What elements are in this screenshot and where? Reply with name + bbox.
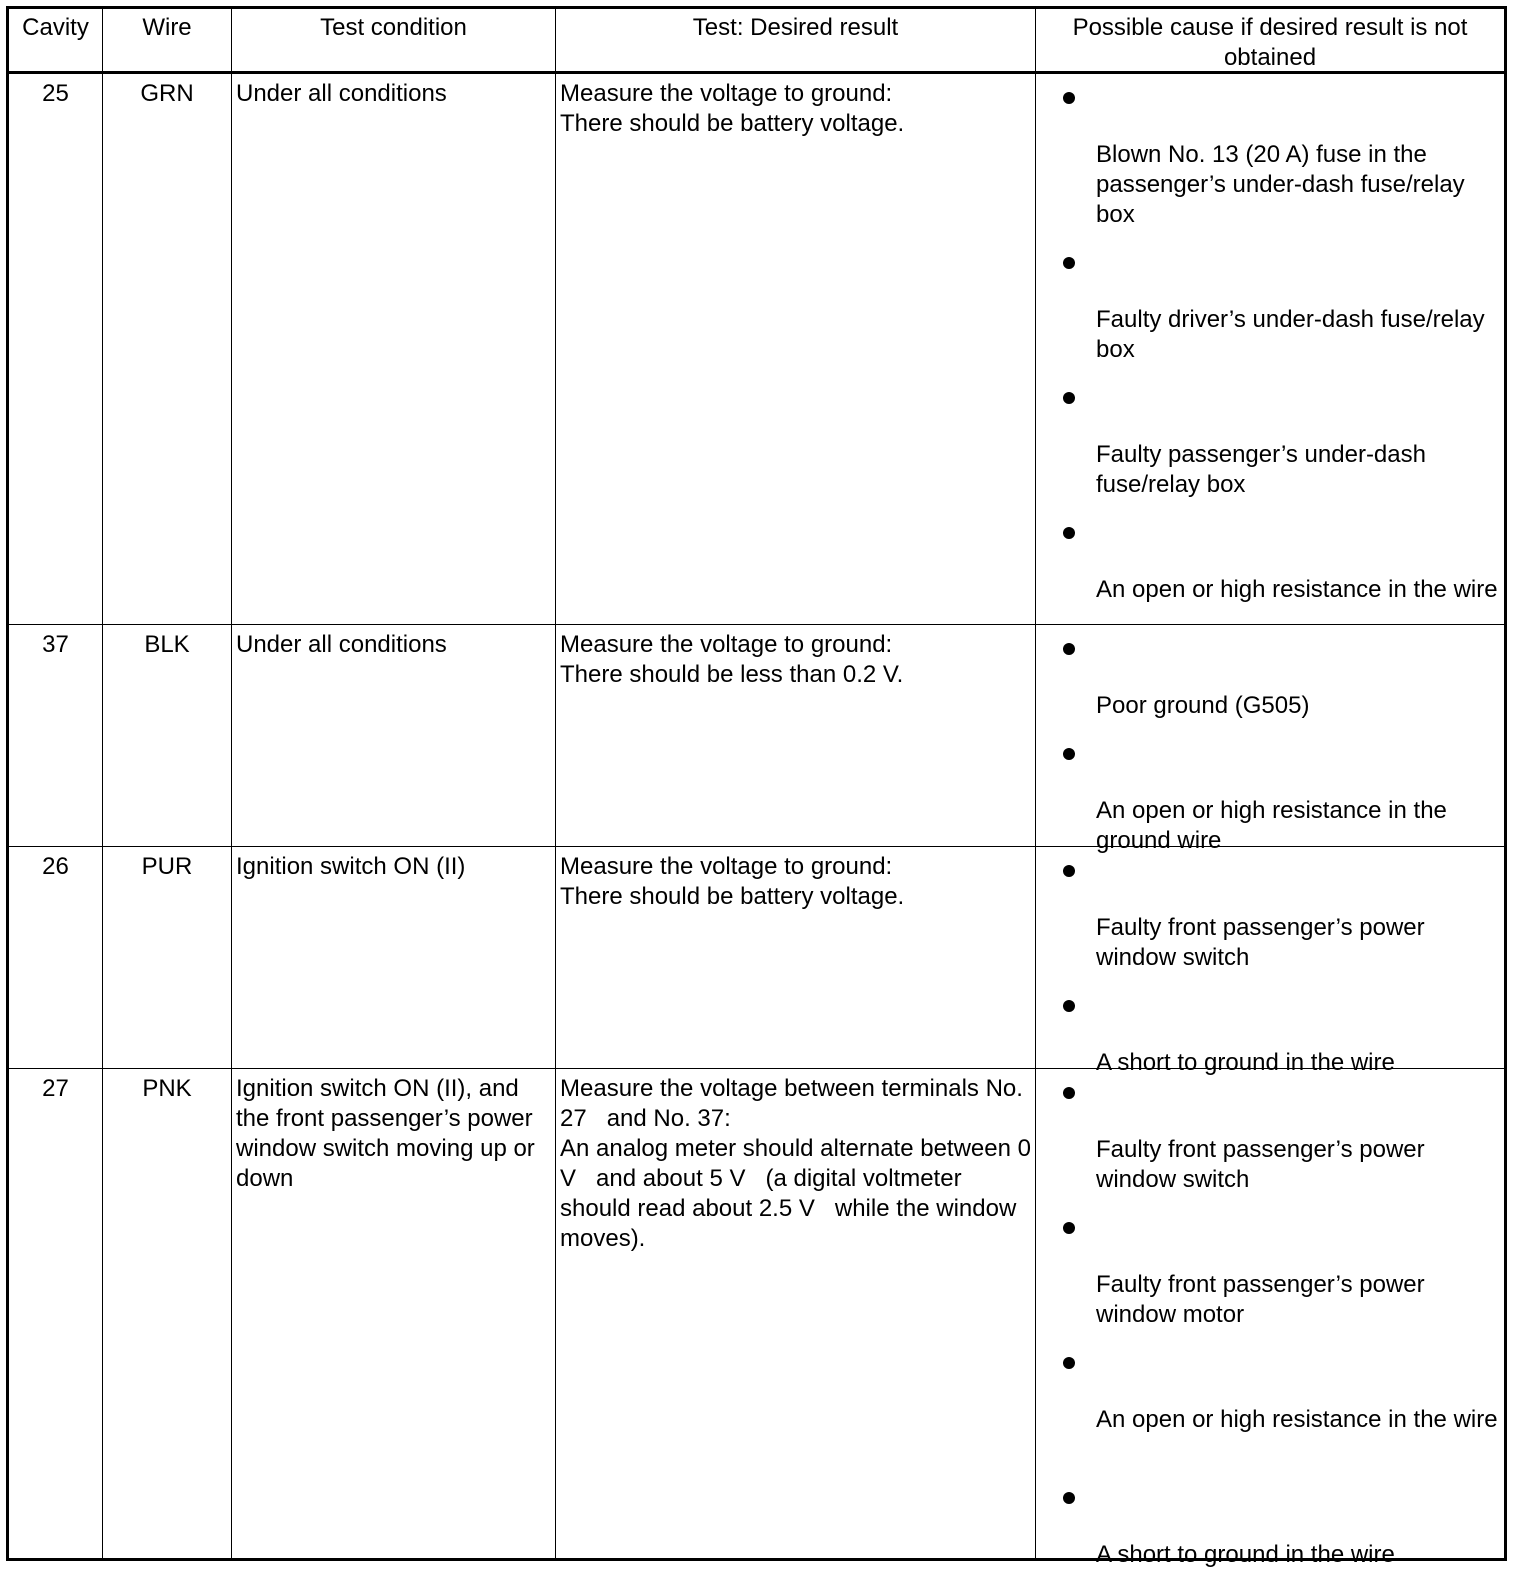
bullet-icon [1063,1087,1075,1099]
cavity-cell: 26 [42,853,69,880]
condition-cell: Under all conditions [236,631,447,658]
bullet-icon [1063,392,1075,404]
wire-cell: BLK [144,631,190,658]
bullet-icon [1063,748,1075,760]
bullet-icon [1063,92,1075,104]
header-wire: Wire [142,14,192,41]
result-cell: Measure the voltage to ground: There should be battery voltage. [560,80,905,137]
cavity-cell: 37 [42,631,69,658]
bullet-icon [1063,865,1075,877]
wire-cell: PUR [141,853,193,880]
result-cell: Measure the voltage to ground: There should be battery voltage. [560,853,905,910]
condition-cell: Under all conditions [236,80,447,107]
column-divider [231,9,232,1558]
wire-cell: PNK [142,1075,192,1102]
cavity-cell: 25 [42,80,69,107]
header-cavity: Cavity [22,14,89,41]
header-desired-result: Test: Desired result [692,14,899,41]
condition-cell: Ignition switch ON (II), and the front passenger’s power window switch moving up or down [236,1075,535,1192]
bullet-icon [1063,1000,1075,1012]
bullet-icon [1063,1357,1075,1369]
condition-cell: Ignition switch ON (II) [236,853,466,880]
result-cell: Measure the voltage between terminals No. 27 and No. 37: An analog meter should alternate between 0 V and about 5 V (a digital voltmeter should read about 2.5 V while the window moves). [560,1075,1031,1252]
column-divider [1035,9,1036,1558]
bullet-icon [1063,527,1075,539]
bullet-icon [1063,1222,1075,1234]
wire-cell: GRN [140,80,194,107]
header-possible-cause: Possible cause if desired result is not obtained [1072,14,1468,71]
header-test-condition: Test condition [320,14,467,41]
connector-test-table: Cavity Wire Test condition Test: Desired result Possible cause if desired result is not obtained 25 GRN Under all conditions Measure the voltage to ground: There should be battery voltage. Blown No. 13 (20 A) fuse in the passenger’s under-dash fuse/relay box Faulty driver’s under-dash fuse/relay box Faulty passenger’s under-dash fuse/relay box An open or high resistance in the wire 37 BLK Under all conditions Measure the voltage to ground: There should be less than 0.2 V. Poor ground (G505) An open or high resistance in the ground wire 26 PUR Ignition switch ON (II) Measure the voltage to ground: There should be battery voltage. Faulty front passenger’s power window switch A short to ground in the wire 27 PNK Ignition switch ON (II), and the front passenger’s power window switch moving up or down Measure the voltage between terminals No. 27 and No. 37: An analog meter should alternate between 0 V and about 5 V (a digital voltmeter should read about 2.5 V while the window moves). Faulty front passenger’s power window switch Faulty front passenger’s power window motor An open or high resistance in the wire A short to ground in the wire [6,6,1507,1561]
cavity-cell: 27 [42,1075,69,1102]
bullet-icon [1063,643,1075,655]
bullet-icon [1063,1492,1075,1504]
column-divider [102,9,103,1558]
result-cell: Measure the voltage to ground: There should be less than 0.2 V. [560,631,904,688]
column-divider [555,9,556,1558]
bullet-icon [1063,257,1075,269]
